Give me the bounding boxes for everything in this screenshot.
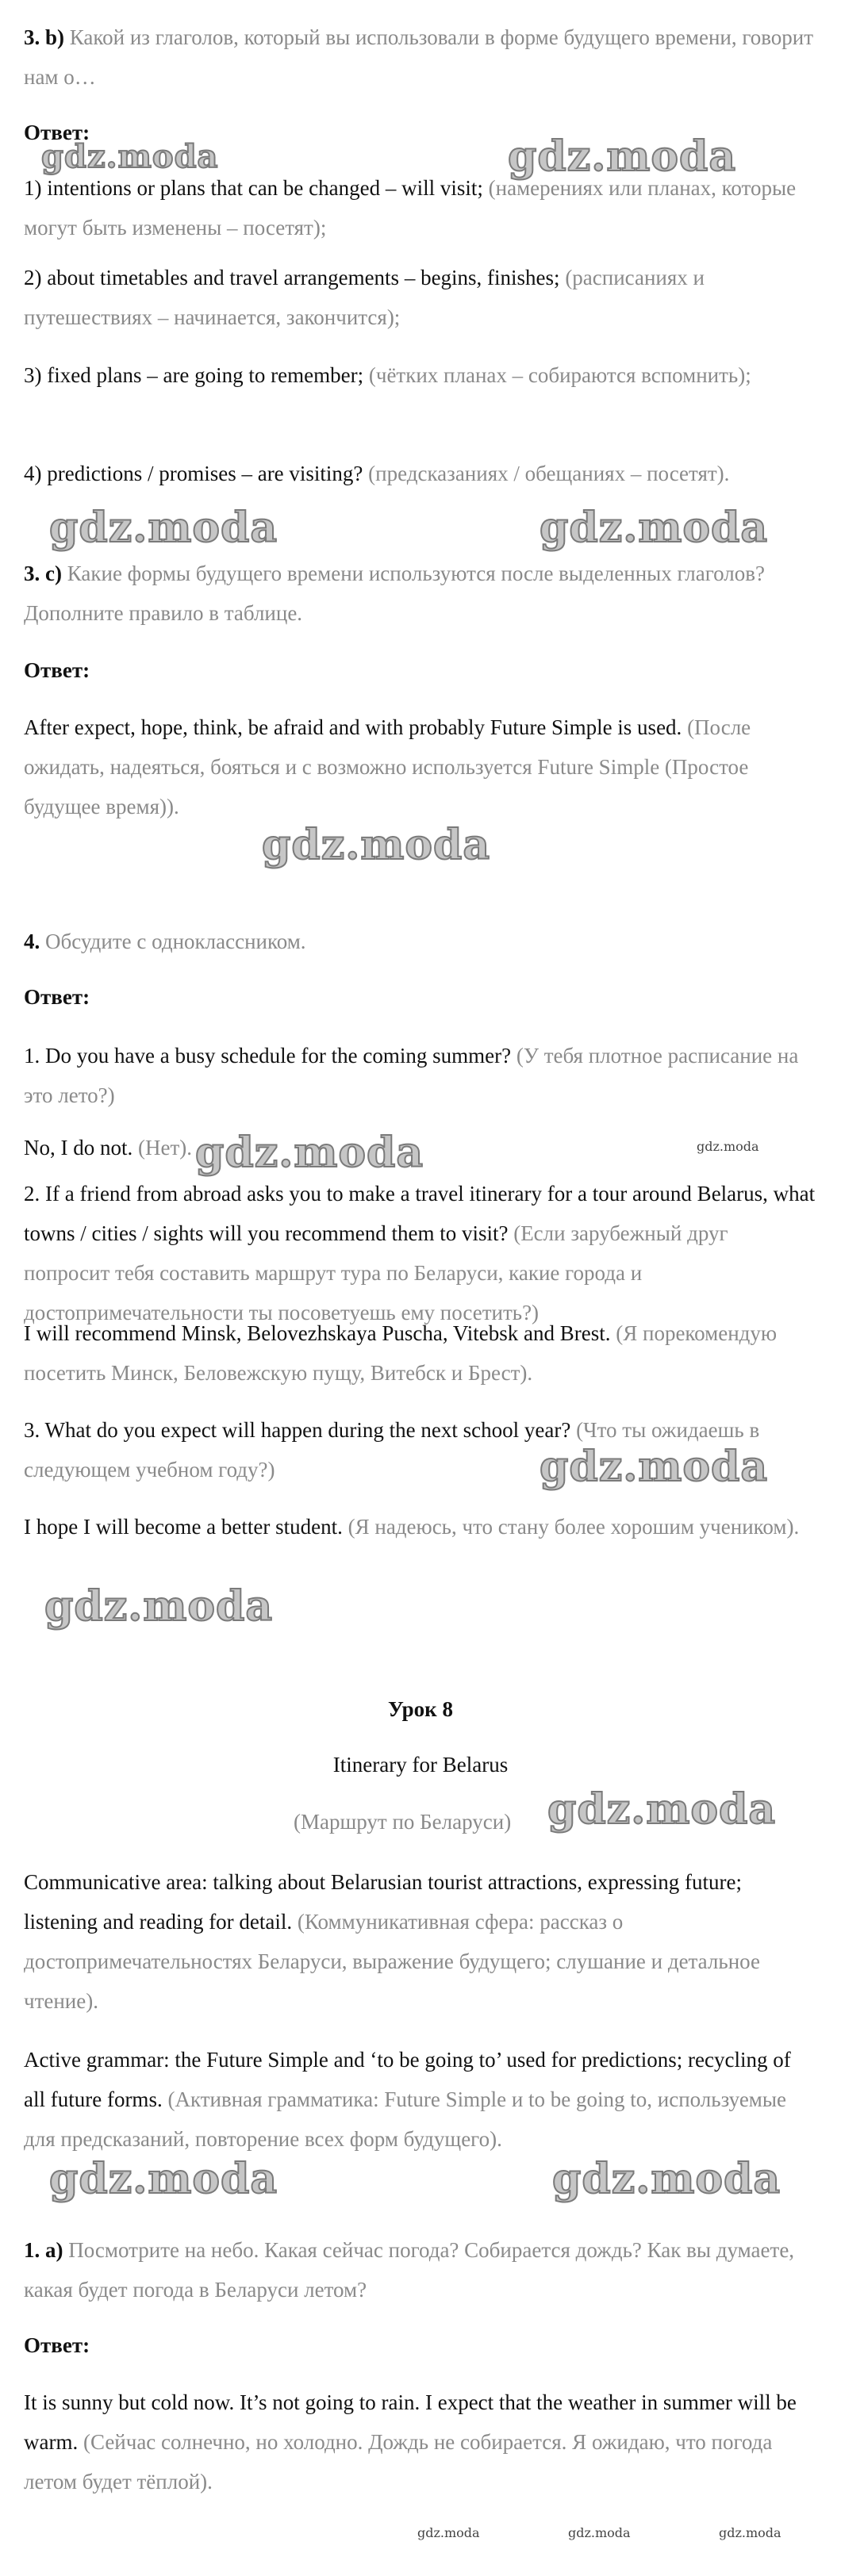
answer-ru: (У тебя плотное расписание на это лето?) <box>24 1044 799 1107</box>
question-number: 1. a) <box>24 2238 63 2262</box>
question-number: 4. <box>24 930 40 953</box>
answer-en: 1. Do you have a busy schedule for the coming summer? <box>24 1044 512 1068</box>
watermark-logo: gdz.moda <box>262 821 491 869</box>
watermark-small: gdz.moda <box>719 2525 781 2540</box>
answer-en: I will recommend Minsk, Belovezhskaya Puscha, Vitebsk and Brest. <box>24 1321 611 1345</box>
watermark-logo: gdz.moda <box>552 2155 781 2203</box>
answer-en: 4) predictions / promises – are visiting? <box>24 462 363 485</box>
watermark-logo: gdz.moda <box>49 504 278 552</box>
answer-ru: (Активная грамматика: Future Simple и to be going to, используемые для предсказаний, повторение всех форм будущего). <box>24 2087 787 2151</box>
answer-ru: (расписаниях и путешествиях – начинается, закончится); <box>24 266 705 329</box>
answer-item <box>24 2382 817 2501</box>
answer-label: Ответ: <box>24 658 90 682</box>
answer-en: 3) fixed plans – are going to remember; <box>24 363 364 387</box>
answer-en: 1) intentions or plans that can be changed – will visit; <box>24 176 483 200</box>
answer-item <box>24 454 817 493</box>
question-3b <box>24 17 817 97</box>
question-4 <box>24 922 817 961</box>
answer-ru: (Что ты ожидаешь в следующем учебном году?) <box>24 1418 760 1482</box>
dialogue-line <box>24 1313 817 1393</box>
answer-ru: (Я порекомендую посетить Минск, Беловежскую пущу, Витебск и Брест). <box>24 1321 778 1385</box>
answer-ru: (Я надеюсь, что стану более хорошим учеником). <box>342 1515 800 1539</box>
dialogue-line <box>24 1036 817 1115</box>
active-grammar <box>24 2040 817 2159</box>
answer-label: Ответ: <box>24 985 90 1009</box>
dialogue-line <box>24 1174 817 1332</box>
watermark-logo: gdz.moda <box>41 138 219 175</box>
lesson-subtitle-ru: (Маршрут по Беларуси) <box>294 1810 512 1834</box>
question-text: Какие формы будущего времени используются после выделенных глаголов? Дополните правило в таблице. <box>24 562 765 625</box>
lesson-subtitle: Itinerary for Belarus <box>332 1753 509 1777</box>
watermark-logo: gdz.moda <box>44 1582 274 1631</box>
answer-item <box>24 707 817 826</box>
dialogue-line <box>24 1507 817 1547</box>
answer-item <box>24 355 817 395</box>
answer-ru: (После ожидать, надеяться, бояться и с возможно используется Future Simple (Простое будущее время)). <box>24 715 751 818</box>
answer-en: 2) about timetables and travel arrangements – begins, finishes; <box>24 266 560 289</box>
answer-ru: (Если зарубежный друг попросит тебя составить маршрут тура по Беларуси, какие города и достопримечательности ты посоветуешь ему посетить?) <box>24 1221 728 1324</box>
answer-en: It is sunny but cold now. It’s not going to rain. I expect that the weather in summer will be warm. <box>24 2390 797 2454</box>
answer-en: 3. What do you expect will happen during the next school year? <box>24 1418 571 1442</box>
answer-ru: (предсказаниях / обещаниях – посетят). <box>363 462 730 485</box>
question-1a <box>24 2230 817 2310</box>
watermark-small: gdz.moda <box>568 2525 631 2540</box>
question-text: Какой из глаголов, который вы использовали в форме будущего времени, говорит нам о… <box>24 25 814 89</box>
question-3c <box>24 554 817 633</box>
answer-ru: (чётких планах – собираются вспомнить); <box>363 363 751 387</box>
answer-label: Ответ: <box>24 2333 90 2357</box>
watermark-logo: gdz.moda <box>508 132 737 181</box>
watermark-small: gdz.moda <box>417 2525 480 2540</box>
watermark-logo: gdz.moda <box>540 504 769 552</box>
communicative-area <box>24 1862 817 2021</box>
watermark-logo: gdz.moda <box>547 1785 777 1834</box>
lesson-title: Урок 8 <box>388 1697 453 1721</box>
answer-ru: (намерениях или планах, которые могут быть изменены – посетят); <box>24 176 797 240</box>
answer-en: Communicative area: talking about Belarusian tourist attractions, expressing future; listening and reading for detail. <box>24 1870 743 1934</box>
answer-en: 2. If a friend from abroad asks you to make a travel itinerary for a tour around Belarus, what towns / cities / sights will you recommend them to visit? <box>24 1182 816 1245</box>
question-text: Обсудите с одноклассником. <box>40 930 306 953</box>
watermark-small: gdz.moda <box>697 1139 759 1154</box>
answer-en: Active grammar: the Future Simple and ‘to be going to’ used for predictions; recycling of all future forms. <box>24 2048 791 2111</box>
answer-ru: (Коммуникативная сфера: рассказ о достопримечательностях Беларуси, выражение будущего; слушание и детальное чтение). <box>24 1910 760 2013</box>
answer-label: Ответ: <box>24 121 90 144</box>
answer-en: After expect, hope, think, be afraid and with probably Future Simple is used. <box>24 715 682 739</box>
answer-en: No, I do not. <box>24 1136 133 1160</box>
question-number: 3. c) <box>24 562 62 585</box>
answer-en: I hope I will become a better student. <box>24 1515 343 1539</box>
question-number: 3. b) <box>24 25 65 49</box>
answer-item <box>24 258 817 337</box>
watermark-logo: gdz.moda <box>49 2155 278 2203</box>
answer-ru: (Сейчас солнечно, но холодно. Дождь не собирается. Я ожидаю, что погода летом будет тёплой). <box>24 2430 773 2494</box>
question-text: Посмотрите на небо. Какая сейчас погода? Собирается дождь? Как вы думаете, какая будет погода в Беларуси летом? <box>24 2238 795 2302</box>
watermark-logo: gdz.moda <box>540 1443 769 1491</box>
answer-ru: (Нет). <box>132 1136 193 1160</box>
watermark-logo: gdz.moda <box>195 1129 424 1177</box>
